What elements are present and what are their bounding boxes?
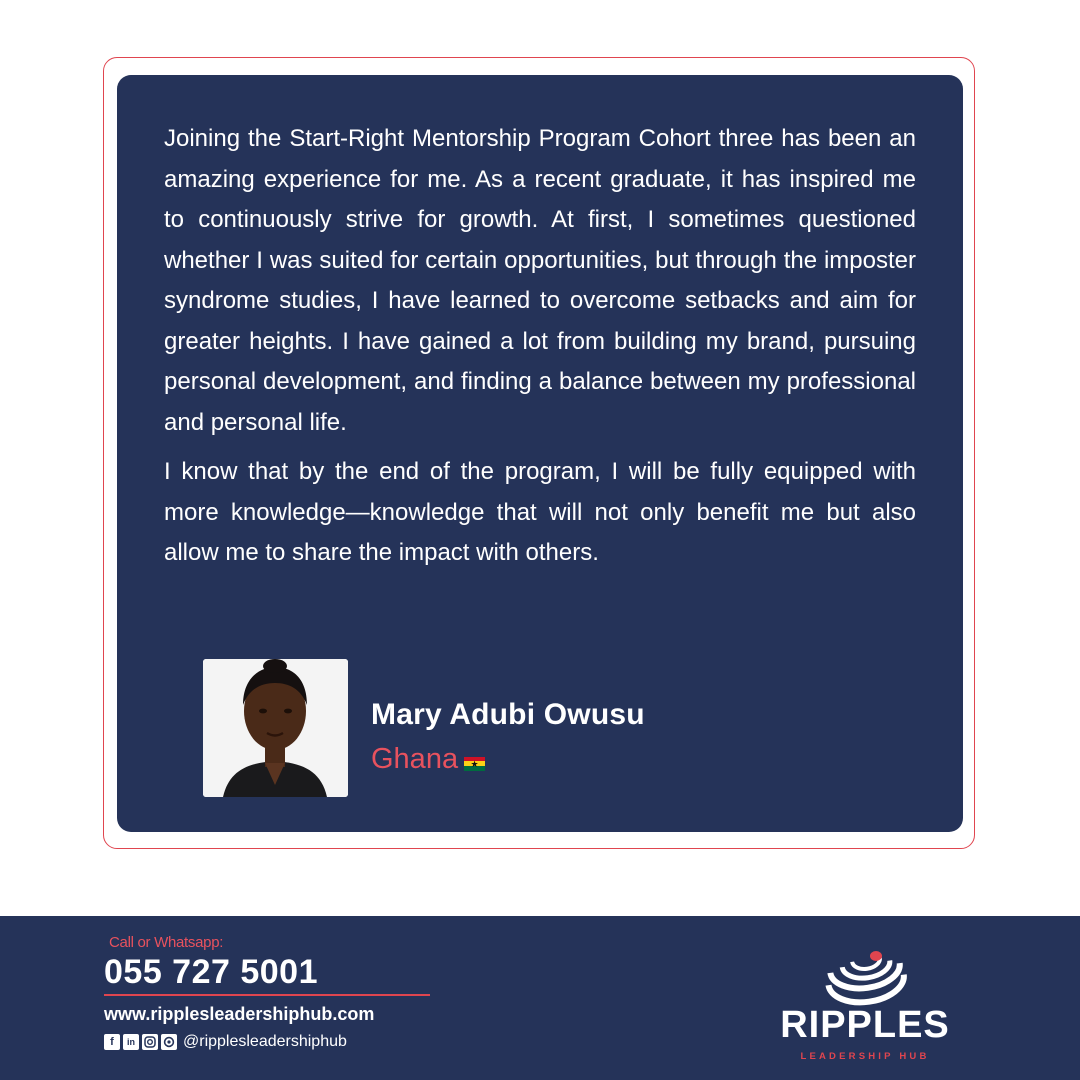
linkedin-icon[interactable]: in <box>123 1034 139 1050</box>
author-country: Ghana <box>371 743 459 775</box>
ghana-flag-icon: ★ <box>464 757 485 771</box>
author-photo <box>203 659 348 797</box>
quote-paragraph-1: Joining the Start-Right Mentorship Program Cohort three has been an amazing experience for me. As a recent graduate, it has inspired me to continuously strive for growth. At first, I sometimes questioned whether I was suited for certain opportunities, but through the imposter syndrome studies, I have learned to overcome setbacks and aim for greater heights. I have gained a lot from building my brand, pursuing personal development, and finding a balance between my professional and personal life. <box>164 125 916 436</box>
author-name: Mary Adubi Owusu <box>371 698 645 731</box>
logo-tagline: LEADERSHIP HUB <box>800 1051 930 1062</box>
website-link[interactable]: www.ripplesleadershiphub.com <box>104 1004 375 1024</box>
instagram-icon[interactable] <box>142 1034 158 1050</box>
author-country-row <box>371 743 485 776</box>
social-row <box>104 1033 347 1051</box>
quote-paragraph-2: I know that by the end of the program, I will be fully equipped with more knowledge—knowledge that will not only benefit me but also allow me to share the impact with others. <box>164 458 916 566</box>
logo-wordmark: RIPPLES <box>780 1004 950 1046</box>
ripples-logo <box>780 944 950 1064</box>
ripples-logo-mark-icon <box>780 944 950 1006</box>
phone-underline <box>104 994 430 996</box>
testimonial-card <box>117 75 963 832</box>
call-label: Call or Whatsapp: <box>109 934 224 951</box>
threads-icon[interactable] <box>161 1034 177 1050</box>
footer-bar <box>0 916 1080 1080</box>
social-handle[interactable]: @ripplesleadershiphub <box>183 1033 347 1050</box>
facebook-icon[interactable]: f <box>104 1034 120 1050</box>
testimonial-quote <box>164 119 916 574</box>
phone-number[interactable]: 055 727 5001 <box>104 953 318 991</box>
